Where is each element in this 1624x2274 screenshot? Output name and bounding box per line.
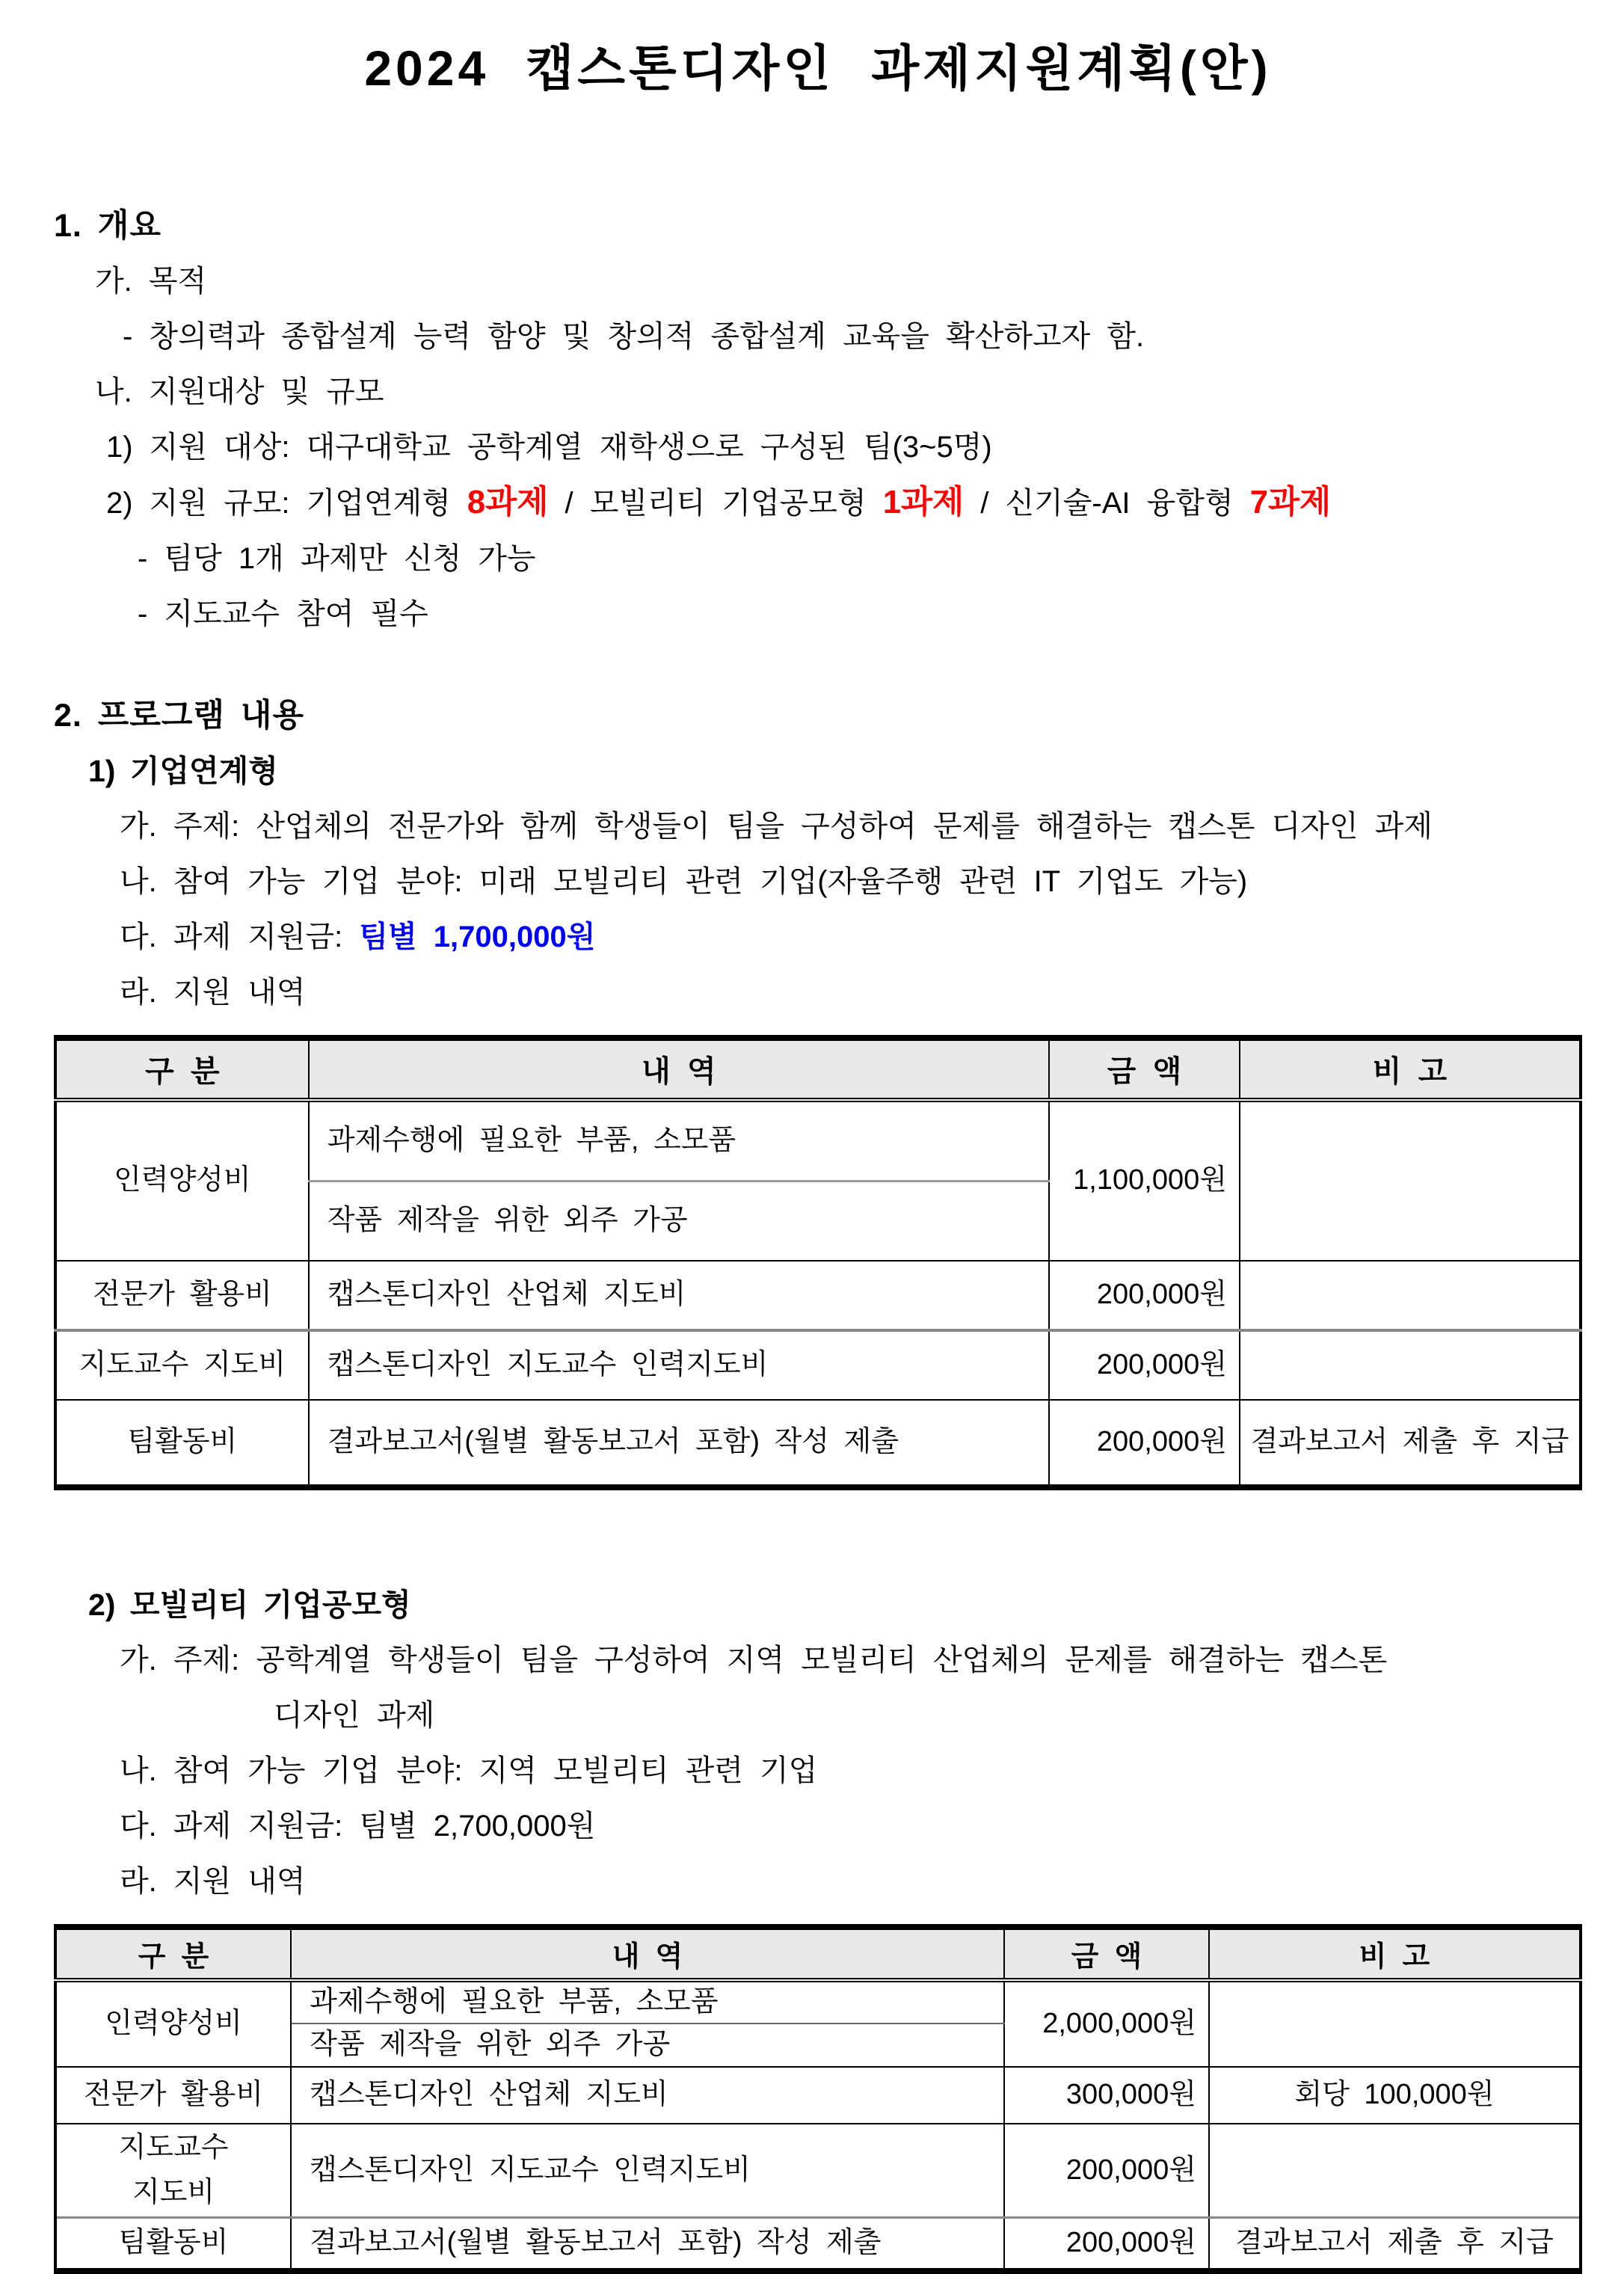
note-cell [1240, 1100, 1581, 1261]
scale-prefix: 2) 지원 규모: 기업연계형 [106, 487, 467, 520]
page-title: 2024 캡스톤디자인 과제지원계획(안) [54, 37, 1582, 99]
detail-cell: 캡스톤디자인 산업체 지도비 [291, 2067, 1004, 2124]
scale-note-2: - 지도교수 참여 필수 [54, 586, 1582, 642]
program1-detail-label: 라. 지원 내역 [54, 965, 1582, 1020]
detail-cell: 작품 제작을 위한 외주 가공 [291, 2023, 1004, 2067]
section-overview [54, 198, 1582, 642]
detail-cell: 캡스톤디자인 산업체 지도비 [309, 1261, 1049, 1330]
note-cell [1209, 2124, 1581, 2218]
table2-col-category: 구 분 [55, 1927, 291, 1980]
target-label: 나. 지원대상 및 규모 [54, 364, 1582, 420]
note-cell [1240, 1261, 1581, 1330]
amount-cell: 1,100,000원 [1049, 1100, 1240, 1261]
scale-note-1: - 팀당 1개 과제만 신청 가능 [54, 531, 1582, 586]
scale-line [54, 475, 1582, 531]
program2-fund: 다. 과제 지원금: 팀별 2,700,000원 [54, 1798, 1582, 1854]
table1-row-personnel-a [55, 1100, 1581, 1181]
support-table-mobility [54, 1924, 1582, 2274]
detail-cell: 결과보고서(월별 활동보고서 포함) 작성 제출 [309, 1400, 1049, 1487]
table2-body [55, 1980, 1581, 2272]
detail-cell: 작품 제작을 위한 외주 가공 [309, 1181, 1049, 1261]
amount-cell: 200,000원 [1049, 1261, 1240, 1330]
detail-cell: 과제수행에 필요한 부품, 소모품 [309, 1100, 1049, 1181]
table2-row-team [55, 2218, 1581, 2272]
section-gap [54, 642, 1582, 688]
table2-row-personnel-a [55, 1980, 1581, 2023]
note-cell [1209, 1980, 1581, 2067]
amount-cell: 300,000원 [1004, 2067, 1209, 2124]
note-cell: 결과보고서 제출 후 지급 [1240, 1400, 1581, 1487]
overview-heading: 1. 개요 [54, 198, 1582, 253]
program-gap [54, 1490, 1582, 1577]
scale-sep2: / 신기술-AI 융합형 [964, 487, 1250, 520]
table2-col-note: 비 고 [1209, 1927, 1581, 1980]
category-cell [55, 2124, 291, 2218]
amount-cell: 200,000원 [1004, 2218, 1209, 2272]
program2-heading: 2) 모빌리티 기업공모형 [54, 1577, 1582, 1632]
category-cell: 전문가 활용비 [55, 1261, 309, 1330]
category-cell: 팀활동비 [55, 2218, 291, 2272]
table1-header-row [55, 1038, 1581, 1100]
table2-head [55, 1927, 1581, 1980]
category-cell: 인력양성비 [55, 1100, 309, 1261]
category-line2: 지도비 [58, 2170, 289, 2216]
amount-cell: 200,000원 [1049, 1400, 1240, 1487]
program2-detail-label: 라. 지원 내역 [54, 1854, 1582, 1909]
table2-header-row [55, 1927, 1581, 1980]
program1-fund-amount: 팀별 1,700,000원 [359, 921, 595, 953]
table2-row-expert [55, 2067, 1581, 2124]
program2-topic-line1: 가. 주제: 공학계열 학생들이 팀을 구성하여 지역 모빌리티 산업체의 문제를 해결하는 캡스톤 [54, 1632, 1582, 1688]
program1-heading: 1) 기업연계형 [54, 743, 1582, 799]
category-cell: 인력양성비 [55, 1980, 291, 2067]
category-cell: 팀활동비 [55, 1400, 309, 1487]
program2-topic-line2: 디자인 과제 [54, 1688, 1582, 1743]
table1-col-amount: 금 액 [1049, 1038, 1240, 1100]
table1-col-category: 구 분 [55, 1038, 309, 1100]
table2-col-detail: 내 역 [291, 1927, 1004, 1980]
detail-cell: 과제수행에 필요한 부품, 소모품 [291, 1980, 1004, 2023]
amount-cell: 200,000원 [1049, 1330, 1240, 1400]
note-cell [1240, 1330, 1581, 1400]
table1-col-note: 비 고 [1240, 1038, 1581, 1100]
section-program [54, 688, 1582, 2274]
detail-cell: 캡스톤디자인 지도교수 인력지도비 [309, 1330, 1049, 1400]
program1-field: 나. 참여 가능 기업 분야: 미래 모빌리티 관련 기업(자율주행 관련 IT 기업도 가능) [54, 854, 1582, 909]
table1-row-advisor [55, 1330, 1581, 1400]
purpose-label: 가. 목적 [54, 253, 1582, 309]
detail-cell: 캡스톤디자인 지도교수 인력지도비 [291, 2124, 1004, 2218]
table2-col-amount: 금 액 [1004, 1927, 1209, 1980]
program1-fund-label: 다. 과제 지원금: [120, 921, 359, 953]
program1-fund-line [54, 909, 1582, 965]
amount-cell: 200,000원 [1004, 2124, 1209, 2218]
category-cell: 지도교수 지도비 [55, 1330, 309, 1400]
note-cell: 회당 100,000원 [1209, 2067, 1581, 2124]
purpose-text: - 창의력과 종합설계 능력 함양 및 창의적 종합설계 교육을 확산하고자 함. [54, 309, 1582, 364]
table1-body [55, 1100, 1581, 1487]
amount-cell: 2,000,000원 [1004, 1980, 1209, 2067]
program2-field: 나. 참여 가능 기업 분야: 지역 모빌리티 관련 기업 [54, 1743, 1582, 1798]
detail-cell: 결과보고서(월별 활동보고서 포함) 작성 제출 [291, 2218, 1004, 2272]
table1-col-detail: 내 역 [309, 1038, 1049, 1100]
scale-count-mobility: 1과제 [883, 485, 964, 520]
category-cell: 전문가 활용비 [55, 2067, 291, 2124]
note-cell: 결과보고서 제출 후 지급 [1209, 2218, 1581, 2272]
category-line1: 지도교수 [58, 2125, 289, 2171]
table2-row-advisor [55, 2124, 1581, 2218]
scale-sep1: / 모빌리티 기업공모형 [548, 487, 882, 520]
scale-count-corporate: 8과제 [467, 485, 548, 520]
table1-row-expert [55, 1261, 1581, 1330]
program1-topic: 가. 주제: 산업체의 전문가와 함께 학생들이 팀을 구성하여 문제를 해결하는 캡스톤 디자인 과제 [54, 799, 1582, 854]
scale-count-newtech: 7과제 [1250, 485, 1331, 520]
program-heading: 2. 프로그램 내용 [54, 688, 1582, 743]
table1-row-team [55, 1400, 1581, 1487]
target-text: 1) 지원 대상: 대구대학교 공학계열 재학생으로 구성된 팀(3~5명) [54, 420, 1582, 475]
support-table-corporate [54, 1035, 1582, 1490]
table1-head [55, 1038, 1581, 1100]
